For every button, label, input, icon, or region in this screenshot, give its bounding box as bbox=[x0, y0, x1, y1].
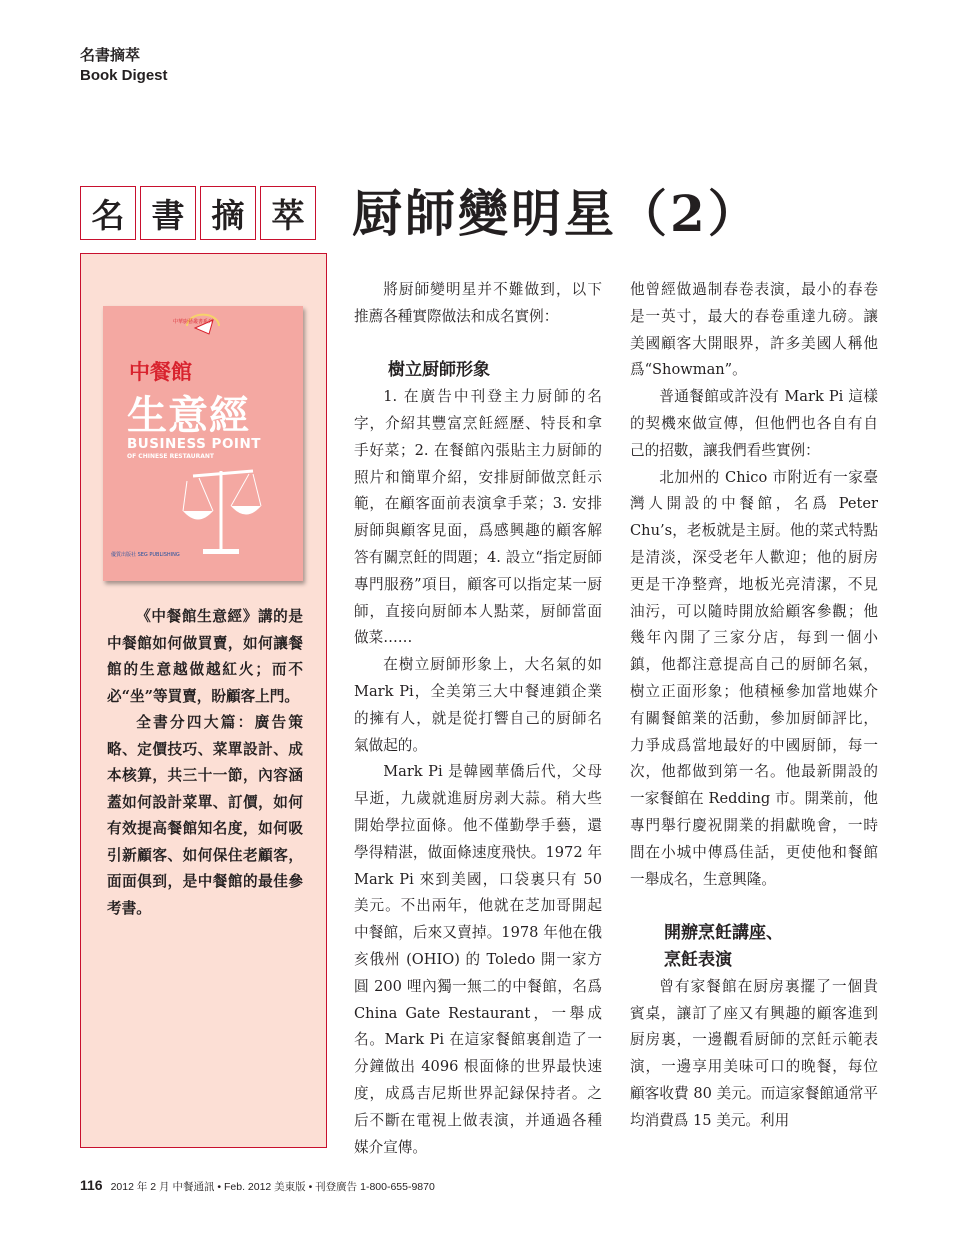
book-sidebar bbox=[80, 253, 327, 1148]
title-box-1: 名 bbox=[80, 186, 136, 240]
section-tag bbox=[80, 46, 168, 86]
col2-paragraph-2: 北加州的 Chico 市附近有一家臺灣人開設的中餐館，名爲 Peter Chu’s，老板就是主厨。他的菜式特點是清淡，深受老年人歡迎；他的厨房更是干净整齊，地板光亮清潔，不見油污，可以隨時開放給顧客參觀；他幾年內開了三家分店，每到一個小鎮，他都注意提高自己的厨師名氣，樹立正面形象；他積極參加當地媒介有關餐館業的活動，參加厨師評比，力爭成爲當地最好的中國厨師，每一次，他都做到第一名。他最新開設的一家餐館在 Redding 市。開業前，他專門舉行慶祝開業的捐獻晚會，一時間在小城中傳爲佳話，更使他和餐館一舉成名，生意興隆。 bbox=[630, 468, 878, 888]
book-title-small: 中餐館 bbox=[129, 360, 192, 384]
publisher-logo: 優質出版社 SEG PUBLISHING bbox=[111, 552, 180, 558]
page-number: 116 bbox=[80, 1177, 103, 1193]
intro-paragraph: 將厨師變明星并不難做到，以下推薦各種實際做法和成名實例： bbox=[354, 281, 602, 325]
sidebar-paragraph-1: 《中餐館生意經》講的是中餐館如何做買賣，如何讓餐館的生意越做越紅火；而不必“坐”等買賣，盼顧客上門。 bbox=[107, 608, 303, 705]
article-headline: 厨師變明星（2） bbox=[352, 184, 761, 243]
section-en: Book Digest bbox=[80, 67, 168, 84]
col2-paragraph-1: 普通餐館或許没有 Mark Pi 這樣的契機來做宣傳，但他們也各自有自己的招數，讓我們看些實例： bbox=[630, 388, 878, 459]
subheading-cooking-classes bbox=[630, 920, 878, 974]
book-title-large: 生意經 bbox=[127, 393, 250, 439]
title-box-3: 摘 bbox=[200, 186, 256, 240]
page-footer bbox=[80, 1177, 435, 1194]
book-description bbox=[107, 604, 303, 922]
col2-final-paragraph: 曾有家餐館在厨房裏擺了一個貴賓桌，讓訂了座又有興趣的顧客進到厨房裏，一邊觀看厨師的烹飪示範表演，一邊享用美味可口的晚餐，每位顧客收費 80 美元。而這家餐館通常平均消費爲 15 美元。利用 bbox=[630, 977, 878, 1129]
book-title-en: BUSINESS POINT bbox=[127, 436, 261, 452]
subheading-line-2: 烹飪表演 bbox=[664, 949, 732, 970]
col1-paragraph-3: Mark Pi 是韓國華僑后代，父母早逝，九歲就進厨房剥大蒜。稍大些開始學拉面條。他不僅勤學手藝，還學得精湛，做面條速度飛快。1972 年 Mark Pi 來到美國，口袋裏只有 50 美元。不出兩年，他就在芝加哥開起中餐館，后來又賣掉。1978 年他在俄亥俄州 (OHIO) 的 Toledo 開一家方圓 200 哩內獨一無二的中餐館，名爲 China Gate Restaurant，一舉成名。Mark Pi 在這家餐館裏創造了一分鐘做出 4096 根面條的世界最快速度，成爲吉尼斯世界記録保持者。之后不斷在電視上做表演，并通過各種媒介宣傳。 bbox=[354, 763, 602, 1156]
book-subtitle-en: OF CHINESE RESTAURANT bbox=[127, 453, 214, 460]
section-zh: 名書摘萃 bbox=[80, 47, 141, 64]
column-title-boxes bbox=[80, 186, 316, 240]
col2-continuation: 他曾經做過制春卷表演，最小的春卷是一英寸，最大的春卷重達九磅。讓美國顧客大開眼界，許多美國人稱他爲“Showman”。 bbox=[630, 281, 878, 379]
footer-text: 2012 年 2 月 中餐通訊 • Feb. 2012 美東版 • 刊登廣告 1-800-655-9870 bbox=[110, 1181, 435, 1193]
subheading-line-1: 開辦烹飪講座、 bbox=[664, 923, 783, 944]
sidebar-paragraph-2: 全書分四大篇：廣告策略、定價技巧、菜單設計、成本核算，共三十一節，內容涵蓋如何設計菜單、訂價，如何有效提高餐館知名度，如何吸引新顧客、如何保住老顧客，面面俱到，是中餐館的最佳參考書。 bbox=[107, 714, 303, 917]
title-box-4: 萃 bbox=[260, 186, 316, 240]
article-column-1 bbox=[354, 277, 602, 1161]
col1-paragraph-2: 在樹立厨師形象上，大名氣的如 Mark Pi，全美第三大中餐連鎖企業的擁有人，就是從打響自己的厨師名氣做起的。 bbox=[354, 656, 602, 754]
article-column-2 bbox=[630, 277, 878, 1135]
title-box-2: 書 bbox=[140, 186, 196, 240]
book-cover-image bbox=[103, 306, 303, 581]
col1-paragraph-1: 1. 在廣告中刊登主力厨師的名字，介紹其豐富烹飪經歷、特長和拿手好菜；2. 在餐館內張貼主力厨師的照片和簡單介紹，安排厨師做烹飪示範，在顧客面前表演拿手菜；3. 安排厨師與顧客見面，爲感興趣的顧客解答有關烹飪的問題；4. 設立“指定厨師專門服務”項目，顧客可以指定某一厨師，直接向厨師本人點菜，厨師當面做菜…… bbox=[354, 388, 602, 647]
subheading-chef-image: 樹立厨師形象 bbox=[388, 360, 490, 381]
book-series-text: 中華廚藝叢書系列 bbox=[173, 319, 214, 325]
